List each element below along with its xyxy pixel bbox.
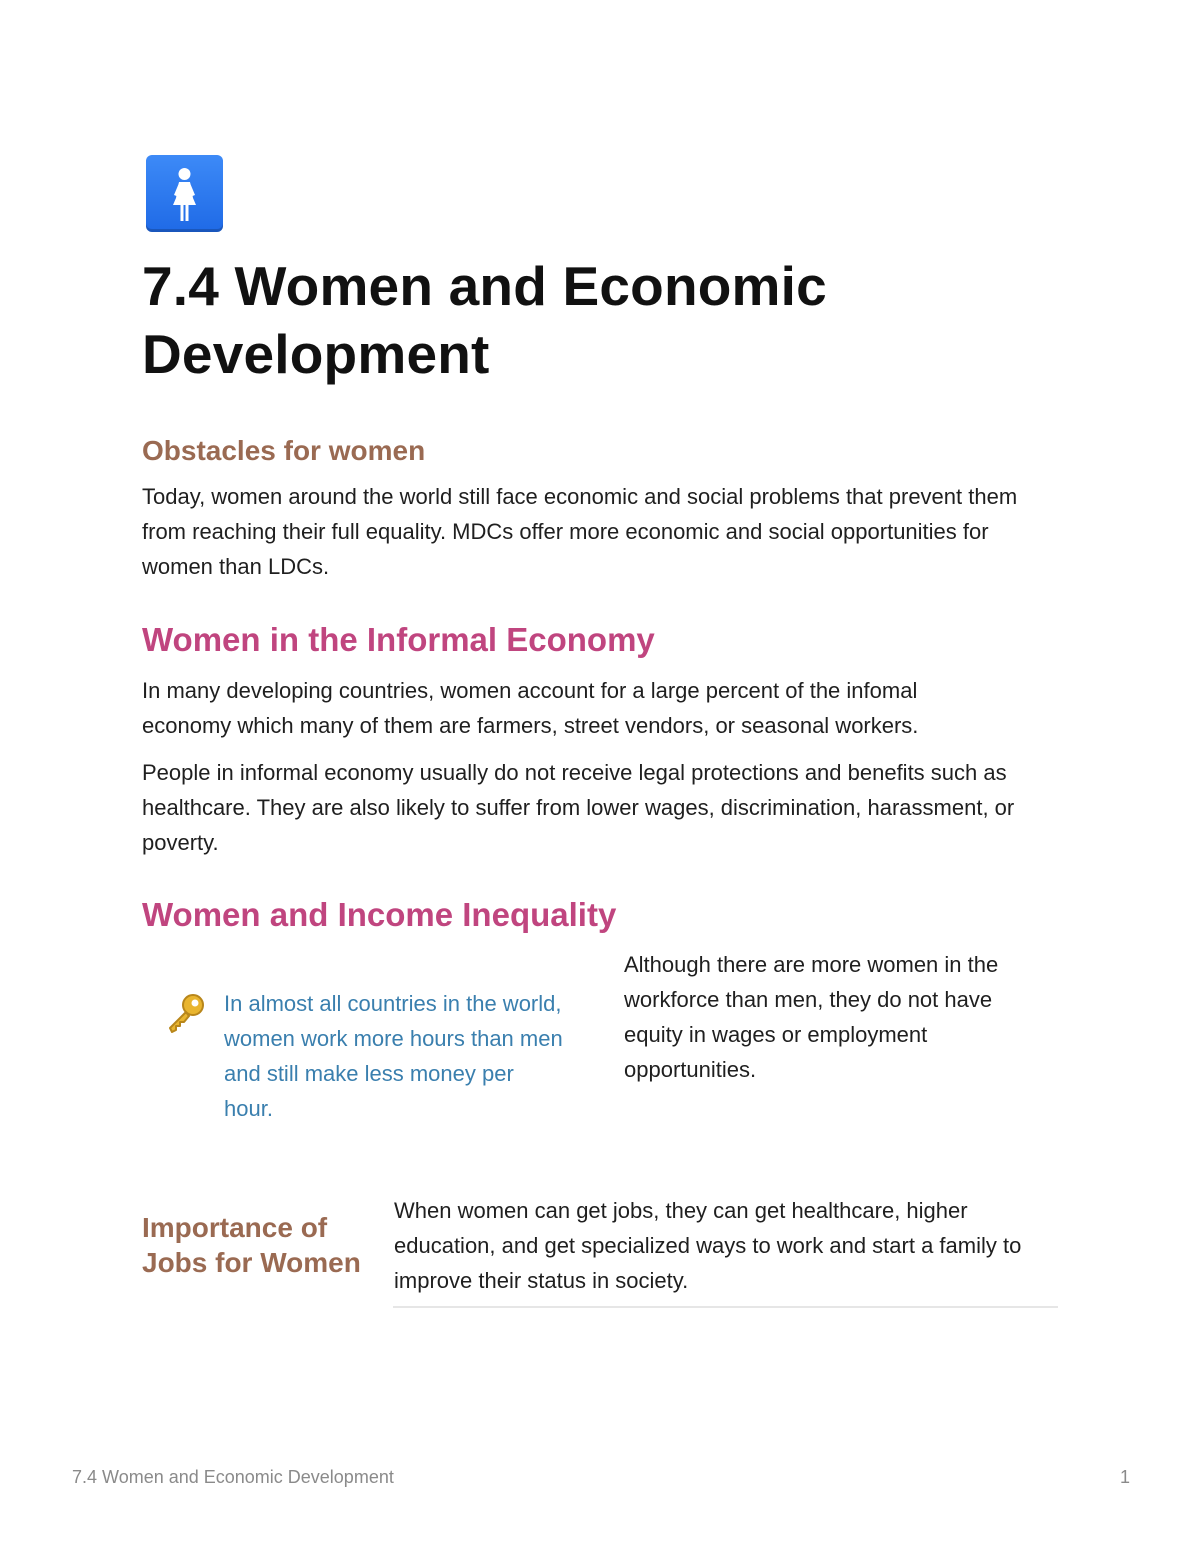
informal-paragraph-2: People in informal economy usually do not receive legal protections and benefits such as healthcare. They are also likely to suffer from lower wages, discrimination, harassment, or poverty. <box>142 760 1015 855</box>
jobs-heading: Importance of Jobs for Women <box>142 1212 361 1278</box>
callout-text: In almost all countries in the world, women work more hours than men and still make less money per hour. <box>224 991 563 1121</box>
footer-title: 7.4 Women and Economic Development <box>72 1467 394 1487</box>
informal-paragraph-1: In many developing countries, women account for a large percent of the infomal economy which many of them are farmers, street vendors, or seasonal workers. <box>142 678 919 738</box>
page-number: 1 <box>1119 1467 1130 1487</box>
jobs-paragraph: When women can get jobs, they can get healthcare, higher education, and get specialized ways to work and start a family to improve their status in society. <box>394 1198 1022 1293</box>
woman-icon <box>146 155 223 232</box>
divider <box>393 1306 1058 1308</box>
obstacles-heading: Obstacles for women <box>142 435 426 466</box>
obstacles-paragraph: Today, women around the world still face economic and social problems that prevent them from reaching their full equality. MDCs offer more economic and social opportunities for women than LDCs. <box>142 484 1018 579</box>
inequality-paragraph: Although there are more women in the workforce than men, they do not have equity in wages or employment opportunities. <box>624 952 999 1082</box>
key-icon <box>164 992 208 1036</box>
informal-economy-heading: Women in the Informal Economy <box>142 621 655 658</box>
page-title: 7.4 Women and Economic Development <box>142 255 827 385</box>
income-inequality-heading: Women and Income Inequality <box>142 896 617 933</box>
